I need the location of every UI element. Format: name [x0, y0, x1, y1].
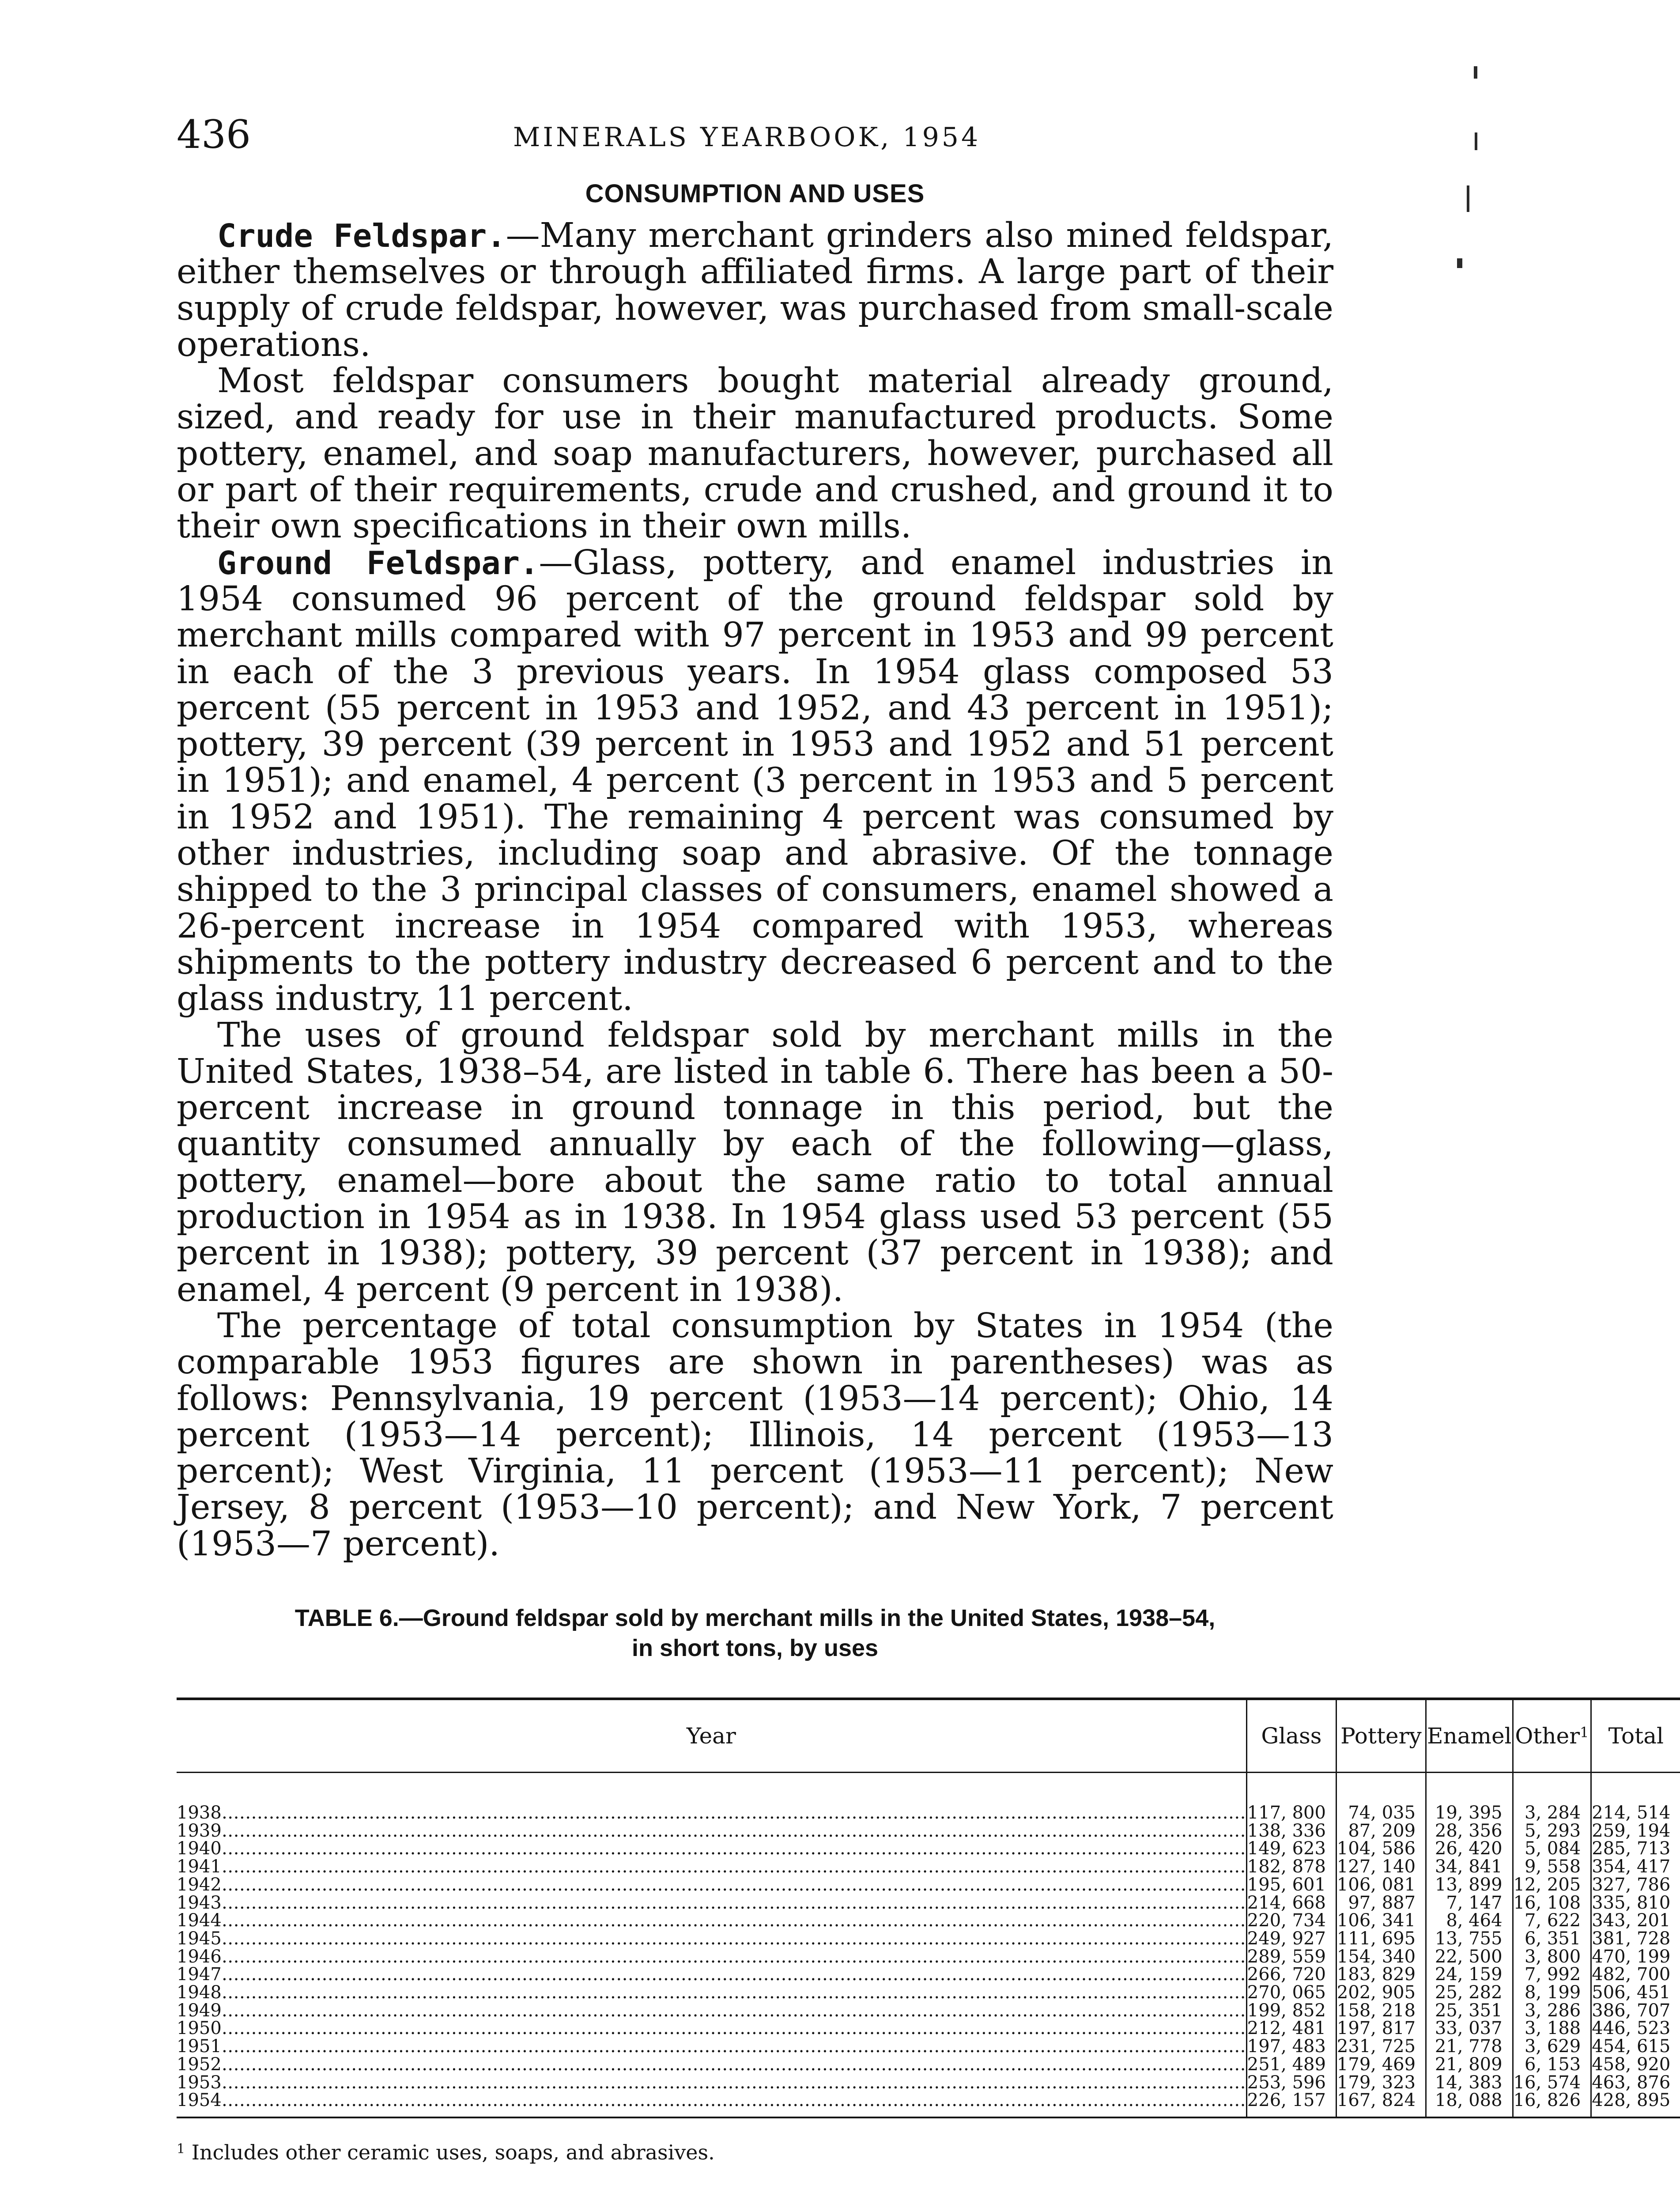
value-cell-pottery: 111, 695 — [1336, 1930, 1426, 1948]
scan-speck — [1474, 66, 1477, 79]
paragraph — [177, 363, 1333, 544]
value-cell-pottery: 106, 081 — [1336, 1876, 1426, 1894]
value-cell-glass: 149, 623 — [1246, 1840, 1336, 1858]
page-header — [177, 113, 1333, 166]
year-cell: 1941………………………………………………………………………………………………………………………………………………………… — [177, 1856, 1246, 1877]
footnote — [177, 2136, 1333, 2166]
value-cell-pottery: 167, 824 — [1336, 2091, 1426, 2117]
value-cell-other: 3, 284 — [1513, 1772, 1591, 1822]
value-cell-enamel: 34, 841 — [1426, 1858, 1513, 1876]
value-cell-total: 354, 417 — [1591, 1858, 1680, 1876]
dot-leader: ………………………………………………………………………………………………………………………………………………………… — [221, 1802, 1246, 1823]
value-cell-total: 428, 895 — [1591, 2091, 1680, 2117]
value-cell-pottery: 74, 035 — [1336, 1772, 1426, 1822]
table-row — [177, 1930, 1680, 1948]
table-row — [177, 1984, 1680, 2002]
value-cell-total: 506, 451 — [1591, 1984, 1680, 2002]
value-cell-pottery: 183, 829 — [1336, 1966, 1426, 1984]
dot-leader: ………………………………………………………………………………………………………………………………………………………… — [221, 2036, 1246, 2057]
run-in-heading: Crude Feldspar. — [217, 217, 506, 254]
running-head: MINERALS YEARBOOK, 1954 — [513, 122, 981, 153]
value-cell-pottery: 104, 586 — [1336, 1840, 1426, 1858]
paragraph-text: The percentage of total consumption by States in 1954 (the comparable 1953 figures are shown in parentheses) was as follows: Pennsylvania, 19 percent (1953—14 percent); Ohio, 14 percent (1953—14 percent); Illinois, 14 percent (1953—13 percent); West Virginia, 11 percent (1953—11 percent); New Jersey, 8 percent (1953—10 percent); and New York, 7 percent (1953—7 percent). — [177, 1306, 1333, 1564]
value-cell-other: 12, 205 — [1513, 1876, 1591, 1894]
value-cell-total: 458, 920 — [1591, 2056, 1680, 2074]
value-cell-total: 381, 728 — [1591, 1930, 1680, 1948]
footnote-marker: 1 — [177, 2141, 185, 2157]
value-cell-pottery: 154, 340 — [1336, 1948, 1426, 1966]
dot-leader: ………………………………………………………………………………………………………………………………………………………… — [221, 1838, 1246, 1859]
year-cell: 1938………………………………………………………………………………………………………………………………………………………… — [177, 1802, 1246, 1823]
table-caption — [177, 1603, 1333, 1663]
table-caption-line: in short tons, by uses — [631, 1634, 879, 1661]
value-cell-pottery: 87, 209 — [1336, 1822, 1426, 1840]
value-cell-total: 343, 201 — [1591, 1912, 1680, 1930]
table-body — [177, 1772, 1680, 2117]
value-cell-total: 470, 199 — [1591, 1948, 1680, 1966]
dot-leader: ………………………………………………………………………………………………………………………………………………………… — [221, 2000, 1246, 2021]
footnote-text: Includes other ceramic uses, soaps, and abrasives. — [191, 2140, 715, 2164]
table-row — [177, 2091, 1680, 2117]
year-cell: 1951………………………………………………………………………………………………………………………………………………………… — [177, 2036, 1246, 2057]
table-row — [177, 1966, 1680, 1984]
value-cell-glass: 220, 734 — [1246, 1912, 1336, 1930]
value-cell-glass: 226, 157 — [1246, 2091, 1336, 2117]
table-row — [177, 1948, 1680, 1966]
value-cell-other: 3, 286 — [1513, 2002, 1591, 2020]
paragraph-text: —Many merchant grinders also mined feldspar, either themselves or through affiliated firms. A large part of their supply of crude feldspar, however, was purchased from small-scale operations. — [177, 216, 1333, 364]
value-cell-glass: 289, 559 — [1246, 1948, 1336, 1966]
value-cell-glass: 195, 601 — [1246, 1876, 1336, 1894]
column-header: Total — [1591, 1699, 1680, 1773]
paragraph-text: —Glass, pottery, and enamel industries in 1954 consumed 96 percent of the ground feldspar sold by merchant mills compared with 97 percent in 1953 and 99 percent in each of the 3 previous years. In 1954 glass composed 53 percent (55 percent in 1953 and 1952, and 43 percent in 1951); pottery, 39 percent (39 percent in 1953 and 1952 and 51 percent in 1951); and enamel, 4 percent (3 percent in 1953 and 5 percent in 1952 and 1951). The remaining 4 percent was consumed by other industries, including soap and abrasive. Of the tonnage shipped to the 3 principal classes of consumers, enamel showed a 26-percent increase in 1954 compared with 1953, whereas shipments to the pottery industry decreased 6 percent and to the glass industry, 11 percent. — [177, 543, 1333, 1019]
year-cell: 1952………………………………………………………………………………………………………………………………………………………… — [177, 2054, 1246, 2075]
dot-leader: ………………………………………………………………………………………………………………………………………………………… — [221, 1874, 1246, 1895]
year-cell: 1947………………………………………………………………………………………………………………………………………………………… — [177, 1964, 1246, 1985]
value-cell-pottery: 158, 218 — [1336, 2002, 1426, 2020]
year-cell: 1949………………………………………………………………………………………………………………………………………………………… — [177, 2000, 1246, 2021]
paragraph-text: Most feldspar consumers bought material already ground, sized, and ready for use in their manufactured products. Some pottery, enamel, and soap manufacturers, however, purchased all or part of their requirements, crude and crushed, and ground it to their own specifications in their own mills. — [177, 361, 1333, 546]
table-row — [177, 1822, 1680, 1840]
value-cell-glass: 253, 596 — [1246, 2074, 1336, 2092]
scan-speck — [1457, 258, 1462, 268]
value-cell-pottery: 231, 725 — [1336, 2038, 1426, 2056]
column-header: Enamel — [1426, 1699, 1513, 1773]
value-cell-glass: 138, 336 — [1246, 1822, 1336, 1840]
value-cell-other: 5, 084 — [1513, 1840, 1591, 1858]
paragraph — [177, 1017, 1333, 1308]
dot-leader: ………………………………………………………………………………………………………………………………………………………… — [221, 2054, 1246, 2075]
value-cell-other: 7, 992 — [1513, 1966, 1591, 1984]
year-cell: 1954………………………………………………………………………………………………………………………………………………………… — [177, 2090, 1246, 2111]
value-cell-enamel: 8, 464 — [1426, 1912, 1513, 1930]
value-cell-other: 3, 188 — [1513, 2019, 1591, 2038]
table-row — [177, 2038, 1680, 2056]
year-cell: 1943………………………………………………………………………………………………………………………………………………………… — [177, 1892, 1246, 1913]
year-cell: 1942………………………………………………………………………………………………………………………………………………………… — [177, 1874, 1246, 1895]
value-cell-total: 285, 713 — [1591, 1840, 1680, 1858]
value-cell-enamel: 22, 500 — [1426, 1948, 1513, 1966]
value-cell-pottery: 97, 887 — [1336, 1894, 1426, 1912]
section-title: CONSUMPTION AND USES — [585, 179, 925, 208]
dot-leader: ………………………………………………………………………………………………………………………………………………………… — [221, 1928, 1246, 1949]
value-cell-pottery: 197, 817 — [1336, 2019, 1426, 2038]
value-cell-glass: 251, 489 — [1246, 2056, 1336, 2074]
value-cell-total: 259, 194 — [1591, 1822, 1680, 1840]
footnote-marker: 1 — [1580, 1724, 1589, 1741]
page-number: 436 — [177, 112, 251, 157]
table-caption-line: TABLE 6.—Ground feldspar sold by merchant mills in the United States, 1938–54, — [294, 1604, 1216, 1631]
dot-leader: ………………………………………………………………………………………………………………………………………………………… — [221, 2090, 1246, 2111]
value-cell-enamel: 24, 159 — [1426, 1966, 1513, 1984]
year-cell: 1946………………………………………………………………………………………………………………………………………………………… — [177, 1946, 1246, 1967]
value-cell-enamel: 13, 899 — [1426, 1876, 1513, 1894]
value-cell-other: 9, 558 — [1513, 1858, 1591, 1876]
table-row — [177, 1876, 1680, 1894]
feldspar-table — [177, 1698, 1680, 2118]
column-header — [1513, 1699, 1591, 1773]
value-cell-other: 16, 574 — [1513, 2074, 1591, 2092]
value-cell-total: 463, 876 — [1591, 2074, 1680, 2092]
value-cell-total: 327, 786 — [1591, 1876, 1680, 1894]
value-cell-enamel: 19, 395 — [1426, 1772, 1513, 1822]
run-in-heading: Ground Feldspar. — [217, 544, 539, 582]
value-cell-glass: 197, 483 — [1246, 2038, 1336, 2056]
value-cell-pottery: 202, 905 — [1336, 1984, 1426, 2002]
value-cell-enamel: 33, 037 — [1426, 2019, 1513, 2038]
value-cell-total: 335, 810 — [1591, 1894, 1680, 1912]
body-text — [177, 218, 1333, 1562]
paragraph-text: The uses of ground feldspar sold by merchant mills in the United States, 1938–54, are listed in table 6. There has been a 50-percent increase in ground tonnage in this period, but the quantity consumed annually by each of the following—glass, pottery, enamel—bore about the same ratio to total annual production in 1954 as in 1938. In 1954 glass used 53 percent (55 percent in 1938); pottery, 39 percent (37 percent in 1938); and enamel, 4 percent (9 percent in 1938). — [177, 1015, 1333, 1309]
year-cell: 1953………………………………………………………………………………………………………………………………………………………… — [177, 2072, 1246, 2093]
dot-leader: ………………………………………………………………………………………………………………………………………………………… — [221, 1982, 1246, 2003]
value-cell-enamel: 26, 420 — [1426, 1840, 1513, 1858]
value-cell-total: 446, 523 — [1591, 2019, 1680, 2038]
paragraph — [177, 218, 1333, 363]
value-cell-glass: 117, 800 — [1246, 1772, 1336, 1822]
value-cell-glass: 199, 852 — [1246, 2002, 1336, 2020]
value-cell-other: 3, 800 — [1513, 1948, 1591, 1966]
table-row — [177, 2019, 1680, 2038]
year-cell: 1945………………………………………………………………………………………………………………………………………………………… — [177, 1928, 1246, 1949]
value-cell-enamel: 21, 809 — [1426, 2056, 1513, 2074]
value-cell-enamel: 7, 147 — [1426, 1894, 1513, 1912]
column-header: Year — [177, 1699, 1246, 1773]
table-row — [177, 1894, 1680, 1912]
value-cell-glass: 182, 878 — [1246, 1858, 1336, 1876]
year-cell: 1944………………………………………………………………………………………………………………………………………………………… — [177, 1910, 1246, 1931]
dot-leader: ………………………………………………………………………………………………………………………………………………………… — [221, 1946, 1246, 1967]
table-row — [177, 2074, 1680, 2092]
value-cell-enamel: 18, 088 — [1426, 2091, 1513, 2117]
paragraph — [177, 545, 1333, 1017]
value-cell-other: 16, 826 — [1513, 2091, 1591, 2117]
value-cell-total: 454, 615 — [1591, 2038, 1680, 2056]
dot-leader: ………………………………………………………………………………………………………………………………………………………… — [221, 2018, 1246, 2039]
table-row — [177, 1912, 1680, 1930]
value-cell-enamel: 14, 383 — [1426, 2074, 1513, 2092]
value-cell-pottery: 127, 140 — [1336, 1858, 1426, 1876]
year-cell: 1940………………………………………………………………………………………………………………………………………………………… — [177, 1838, 1246, 1859]
value-cell-other: 6, 351 — [1513, 1930, 1591, 1948]
value-cell-enamel: 25, 282 — [1426, 1984, 1513, 2002]
value-cell-other: 6, 153 — [1513, 2056, 1591, 2074]
value-cell-total: 386, 707 — [1591, 2002, 1680, 2020]
dot-leader: ………………………………………………………………………………………………………………………………………………………… — [221, 1856, 1246, 1877]
column-header: Glass — [1246, 1699, 1336, 1773]
page — [177, 112, 1671, 2166]
value-cell-enamel: 21, 778 — [1426, 2038, 1513, 2056]
scan-speck — [1467, 185, 1469, 212]
column-header-label: Other — [1515, 1723, 1580, 1749]
value-cell-glass: 270, 065 — [1246, 1984, 1336, 2002]
table-row — [177, 2002, 1680, 2020]
dot-leader: ………………………………………………………………………………………………………………………………………………………… — [221, 1820, 1246, 1841]
dot-leader: ………………………………………………………………………………………………………………………………………………………… — [221, 1964, 1246, 1985]
value-cell-other: 8, 199 — [1513, 1984, 1591, 2002]
value-cell-total: 214, 514 — [1591, 1772, 1680, 1822]
paragraph — [177, 1308, 1333, 1562]
value-cell-other: 5, 293 — [1513, 1822, 1591, 1840]
value-cell-glass: 249, 927 — [1246, 1930, 1336, 1948]
value-cell-enamel: 28, 356 — [1426, 1822, 1513, 1840]
scan-speck — [1475, 132, 1477, 150]
value-cell-other: 16, 108 — [1513, 1894, 1591, 1912]
value-cell-glass: 214, 668 — [1246, 1894, 1336, 1912]
year-cell: 1950………………………………………………………………………………………………………………………………………………………… — [177, 2018, 1246, 2039]
table-row — [177, 1858, 1680, 1876]
value-cell-pottery: 106, 341 — [1336, 1912, 1426, 1930]
value-cell-glass: 212, 481 — [1246, 2019, 1336, 2038]
value-cell-enamel: 13, 755 — [1426, 1930, 1513, 1948]
dot-leader: ………………………………………………………………………………………………………………………………………………………… — [221, 1892, 1246, 1913]
table-row — [177, 1772, 1680, 1822]
dot-leader: ………………………………………………………………………………………………………………………………………………………… — [221, 2072, 1246, 2093]
dot-leader: ………………………………………………………………………………………………………………………………………………………… — [221, 1910, 1246, 1931]
value-cell-other: 3, 629 — [1513, 2038, 1591, 2056]
value-cell-other: 7, 622 — [1513, 1912, 1591, 1930]
value-cell-enamel: 25, 351 — [1426, 2002, 1513, 2020]
year-cell: 1939………………………………………………………………………………………………………………………………………………………… — [177, 1820, 1246, 1841]
value-cell-glass: 266, 720 — [1246, 1966, 1336, 1984]
table-row — [177, 1840, 1680, 1858]
table-row — [177, 2056, 1680, 2074]
value-cell-pottery: 179, 469 — [1336, 2056, 1426, 2074]
column-header: Pottery — [1336, 1699, 1426, 1773]
year-cell: 1948………………………………………………………………………………………………………………………………………………………… — [177, 1982, 1246, 2003]
value-cell-total: 482, 700 — [1591, 1966, 1680, 1984]
value-cell-pottery: 179, 323 — [1336, 2074, 1426, 2092]
table-header-row — [177, 1699, 1680, 1773]
